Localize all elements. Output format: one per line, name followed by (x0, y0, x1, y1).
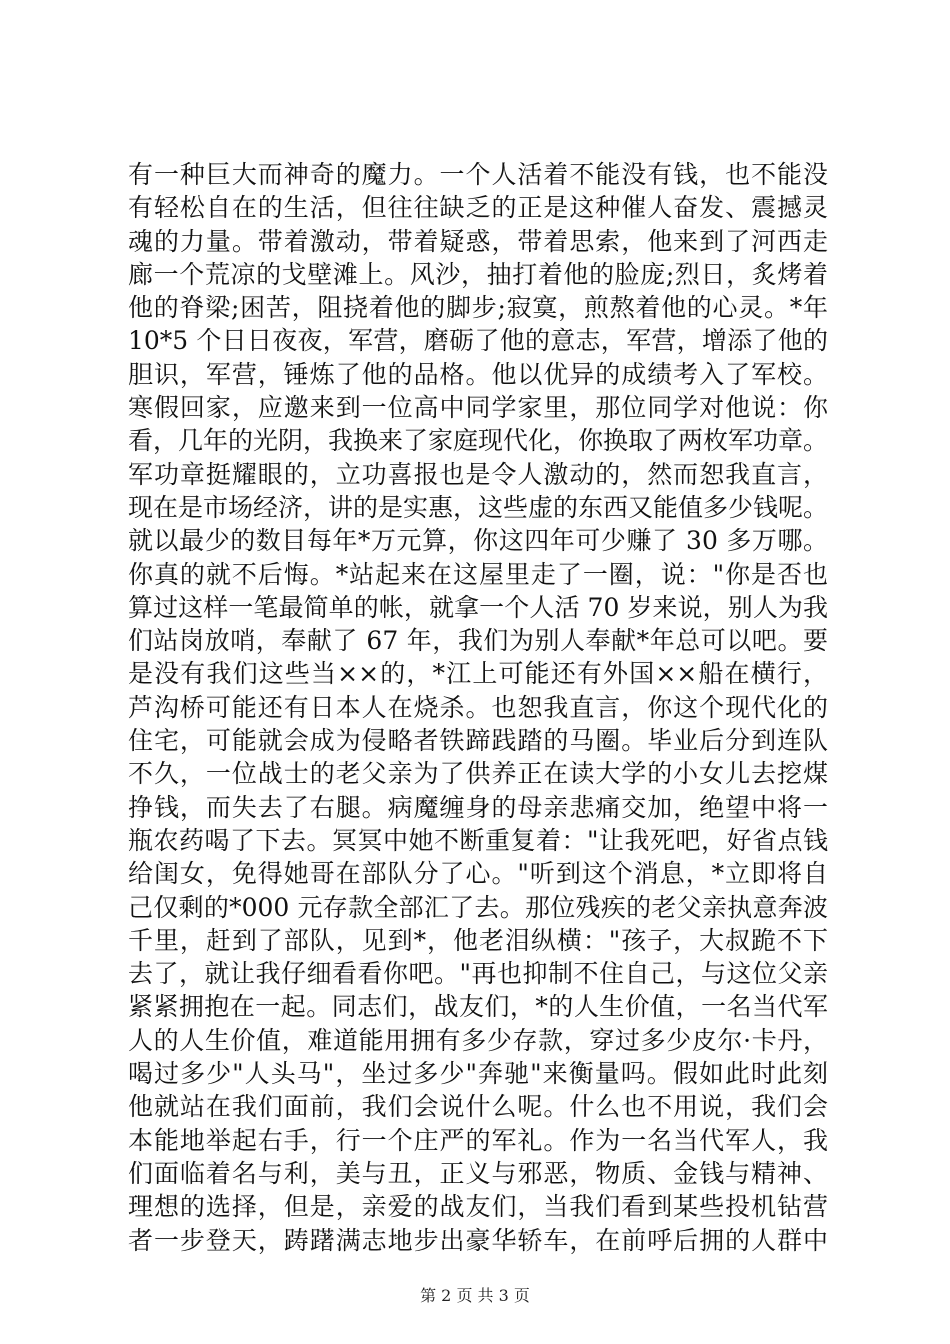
text-line: 是没有我们这些当××的，*江上可能还有外国××船在横行， (128, 659, 828, 689)
text-line: 们站岗放哨，奉献了 67 年，我们为别人奉献*年总可以吧。要 (128, 626, 828, 656)
text-line: 理想的选择，但是，亲爱的战友们，当我们看到某些投机钻营 (128, 1192, 828, 1222)
text-line: 千里，赶到了部队，见到*，他老泪纵横："孩子，大叔跪不下 (128, 925, 828, 955)
text-line: 他的脊梁;困苦，阻挠着他的脚步;寂寞，煎熬着他的心灵。*年 (128, 293, 828, 323)
text-line: 你真的就不后悔。*站起来在这屋里走了一圈，说："你是否也 (128, 559, 828, 589)
text-line: 己仅剩的*000 元存款全部汇了去。那位残疾的老父亲执意奔波 (128, 892, 828, 922)
document-body (128, 158, 828, 1257)
text-line: 就以最少的数目每年*万元算，你这四年可少赚了 30 多万哪。 (128, 526, 828, 556)
text-line: 们面临着名与利，美与丑，正义与邪恶，物质、金钱与精神、 (128, 1158, 828, 1188)
text-line: 看，几年的光阴，我换来了家庭现代化，你换取了两枚军功章。 (128, 426, 829, 456)
text-line: 他就站在我们面前，我们会说什么呢。什么也不用说，我们会 (128, 1092, 828, 1122)
text-line: 者一步登天，踌躇满志地步出豪华轿车，在前呼后拥的人群中 (128, 1225, 828, 1255)
text-line: 胆识，军营，锤炼了他的品格。他以优异的成绩考入了军校。 (128, 359, 828, 389)
text-line: 紧紧拥抱在一起。同志们，战友们，*的人生价值，一名当代军 (128, 992, 828, 1022)
text-line: 军功章挺耀眼的，立功喜报也是令人激动的，然而恕我直言， (128, 459, 828, 489)
text-line: 寒假回家，应邀来到一位高中同学家里，那位同学对他说：你 (128, 393, 828, 423)
text-line: 现在是市场经济，讲的是实惠，这些虚的东西又能值多少钱呢。 (128, 492, 829, 522)
text-line: 挣钱，而失去了右腿。病魔缠身的母亲悲痛交加，绝望中将一 (128, 792, 828, 822)
text-line: 不久，一位战士的老父亲为了供养正在读大学的小女儿去挖煤 (128, 759, 828, 789)
text-line: 住宅，可能就会成为侵略者铁蹄践踏的马圈。毕业后分到连队 (128, 726, 828, 756)
text-line: 魂的力量。带着激动，带着疑惑，带着思索，他来到了河西走 (128, 226, 828, 256)
text-line: 廊一个荒凉的戈壁滩上。风沙，抽打着他的脸庞;烈日，炙烤着 (128, 259, 828, 289)
text-line: 算过这样一笔最简单的帐，就拿一个人活 70 岁来说，别人为我 (128, 592, 828, 622)
text-line: 喝过多少"人头马"，坐过多少"奔驰"来衡量吗。假如此时此刻 (128, 1059, 828, 1089)
text-line: 10*5 个日日夜夜，军营，磨砺了他的意志，军营，增添了他的 (128, 326, 828, 356)
text-line: 人的人生价值，难道能用拥有多少存款，穿过多少皮尔·卡丹， (128, 1025, 828, 1055)
text-line: 本能地举起右手，行一个庄严的军礼。作为一名当代军人，我 (128, 1125, 828, 1155)
text-line: 去了，就让我仔细看看你吧。"再也抑制不住自己，与这位父亲 (128, 959, 828, 989)
text-line: 瓶农药喝了下去。冥冥中她不断重复着："让我死吧，好省点钱 (128, 825, 828, 855)
text-line: 有一种巨大而神奇的魔力。一个人活着不能没有钱，也不能没 (128, 160, 828, 189)
text-line: 给闺女，免得她哥在部队分了心。"听到这个消息，*立即将自 (128, 859, 828, 889)
text-line: 有轻松自在的生活，但往往缺乏的正是这种催人奋发、震撼灵 (128, 193, 828, 223)
page-footer: 第 2 页 共 3 页 (420, 1286, 530, 1305)
text-line: 芦沟桥可能还有日本人在烧杀。也恕我直言，你这个现代化的 (128, 692, 828, 722)
